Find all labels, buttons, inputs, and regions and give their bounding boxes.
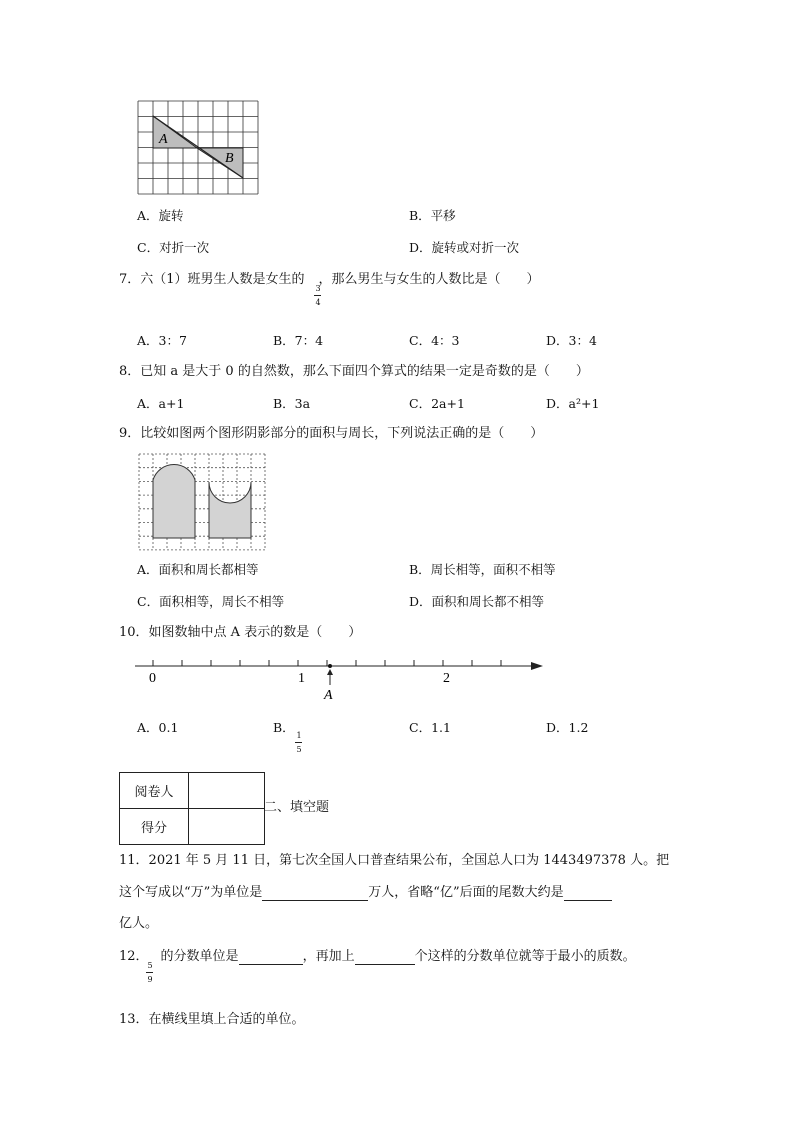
q8-option-b[interactable]: B．3a bbox=[273, 396, 311, 411]
q10-question: 10．如图数轴中点 A 表示的数是（ ） bbox=[119, 625, 362, 640]
axis-label-1: 1 bbox=[298, 671, 305, 686]
q11-line2 bbox=[119, 885, 612, 901]
q8-option-c[interactable]: C．2a+1 bbox=[409, 396, 465, 411]
q11-line1: 11．2021 年 5 月 11 日，第七次全国人口普查结果公布，全国总人口为 1443497378 人。把 bbox=[119, 853, 670, 868]
q10-option-d[interactable]: D．1.2 bbox=[546, 720, 589, 735]
point-a bbox=[328, 664, 332, 668]
q9-option-c[interactable]: C．面积相等，周长不相等 bbox=[137, 594, 285, 609]
q6-option-d[interactable]: D．旋转或对折一次 bbox=[409, 240, 520, 255]
q6-option-c[interactable]: C．对折一次 bbox=[137, 240, 210, 255]
q9-option-b[interactable]: B．周长相等，面积不相等 bbox=[409, 562, 556, 577]
q6-grid-figure bbox=[137, 100, 261, 196]
arch-shape bbox=[153, 465, 195, 538]
q12-text-b: ，再加上 bbox=[302, 949, 355, 964]
q7-option-c[interactable]: C．4：3 bbox=[409, 333, 460, 348]
section-title: 二、填空题 bbox=[264, 800, 330, 815]
label-a: A bbox=[159, 132, 168, 147]
q9-option-a[interactable]: A．面积和周长都相等 bbox=[137, 562, 259, 577]
q6-option-a[interactable]: A．旋转 bbox=[137, 208, 184, 223]
q12-text-a: 的分数单位是 bbox=[160, 949, 239, 964]
axis-label-2: 2 bbox=[443, 671, 450, 686]
q8-option-d[interactable]: D．a²+1 bbox=[546, 396, 600, 411]
q8-option-a[interactable]: A．a+1 bbox=[137, 396, 185, 411]
q12-fraction-den: 9 bbox=[147, 975, 153, 984]
q10-option-c[interactable]: C．1.1 bbox=[409, 720, 451, 735]
reviewer-label: 阅卷人 bbox=[120, 773, 189, 809]
q12-blank-1[interactable] bbox=[239, 950, 303, 965]
q6-option-b[interactable]: B．平移 bbox=[409, 208, 456, 223]
q12-question bbox=[119, 949, 636, 965]
q8-question: 8．已知 a 是大于 0 的自然数，那么下面四个算式的结果一定是奇数的是（ ） bbox=[119, 364, 589, 379]
q12-blank-2[interactable] bbox=[355, 950, 415, 965]
score-label: 得分 bbox=[120, 809, 189, 845]
q11-line2-text-a: 这个写成以“万”为单位是 bbox=[119, 885, 263, 900]
q7-option-b[interactable]: B．7：4 bbox=[273, 333, 324, 348]
q7-fraction-bar bbox=[314, 295, 321, 296]
reviewer-field[interactable] bbox=[189, 773, 265, 809]
q10-option-b[interactable]: B． bbox=[273, 720, 295, 735]
q7-question bbox=[119, 272, 540, 288]
q13-question: 13．在横线里填上合适的单位。 bbox=[119, 1012, 305, 1027]
q12-prefix: 12． bbox=[119, 949, 149, 964]
q11-line2-text-b: 万人，省略“亿”后面的尾数大约是 bbox=[368, 885, 564, 900]
q7-fraction-den: 4 bbox=[315, 298, 321, 307]
q7-text-before: 7．六（1）班男生人数是女生的 bbox=[119, 272, 305, 287]
q9-shapes-figure bbox=[137, 452, 267, 552]
q11-line3: 亿人。 bbox=[119, 916, 159, 931]
q7-option-d[interactable]: D．3：4 bbox=[546, 333, 597, 348]
q7-text-after: ，那么男生与女生的人数比是（ ） bbox=[318, 272, 540, 287]
score-field[interactable] bbox=[189, 809, 265, 845]
axis-label-0: 0 bbox=[149, 671, 156, 686]
q10-b-fraction-bar bbox=[295, 742, 302, 743]
score-box bbox=[119, 772, 265, 845]
q12-text-c: 个这样的分数单位就等于最小的质数。 bbox=[414, 949, 636, 964]
q9-option-d[interactable]: D．面积和周长都不相等 bbox=[409, 594, 545, 609]
q7-option-a[interactable]: A．3：7 bbox=[137, 333, 187, 348]
q10-b-fraction-num: 1 bbox=[296, 731, 302, 740]
number-line bbox=[135, 652, 547, 704]
cup-shape bbox=[209, 482, 251, 538]
q12-fraction-num: 5 bbox=[147, 961, 153, 970]
point-a-label: A bbox=[324, 688, 333, 703]
q11-blank-2[interactable] bbox=[564, 886, 612, 901]
q10-option-a[interactable]: A．0.1 bbox=[137, 720, 179, 735]
label-b: B bbox=[225, 151, 234, 166]
q7-fraction-num: 3 bbox=[315, 284, 321, 293]
q11-blank-1[interactable] bbox=[262, 886, 368, 901]
q12-fraction-bar bbox=[146, 972, 153, 973]
q9-question: 9．比较如图两个图形阴影部分的面积与周长，下列说法正确的是（ ） bbox=[119, 426, 544, 441]
q10-b-fraction-den: 5 bbox=[296, 745, 302, 754]
